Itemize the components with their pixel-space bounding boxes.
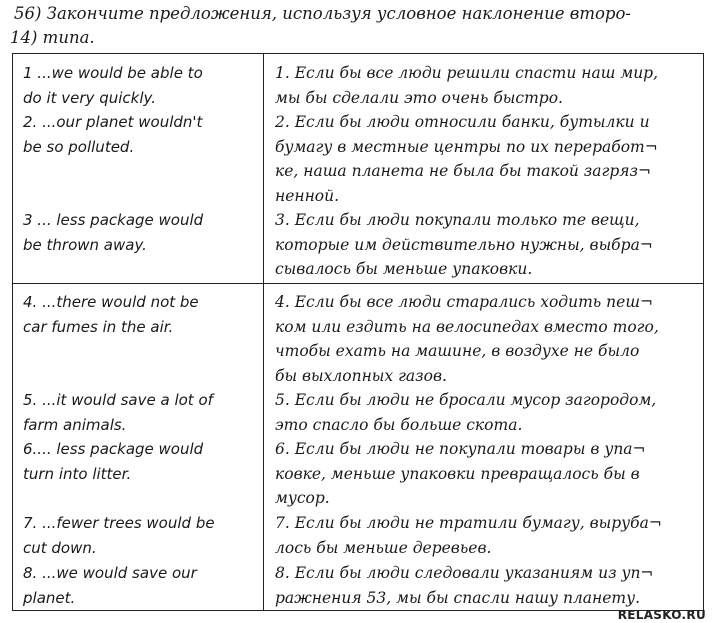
russian-sentence-2: 2. Если бы люди относили банки, бутылки и бумагу в местные центры по их переработ¬ ке, наша планета не была бы такой загряз¬ ненной. (275, 113, 658, 205)
exercise-heading-line-2: 14) типа. (10, 28, 95, 47)
exercise-heading (10, 2, 704, 50)
exercise-heading-line-1: 56) Закончите предложения, используя условное наклонение второ- (14, 4, 631, 23)
english-sentence-8: 8. ...we would save our planet. (23, 564, 197, 607)
english-sentence-3: 3 ... less package would be thrown away. (23, 211, 204, 254)
answers-table (12, 53, 704, 611)
english-sentence-5: 5. ...it would save a lot of farm animals. (23, 391, 213, 434)
english-sentence-4: 4. ...there would not be car fumes in the air. (23, 293, 199, 336)
russian-sentence-3: 3. Если бы люди покупали только те вещи, которые им действительно нужны, выбра¬ сывалось бы меньше упаковки. (275, 211, 653, 278)
russian-sentence-6: 6. Если бы люди не покупали товары в упа¬ ковке, меньше упаковки превращалось бы в мусор. (275, 440, 646, 507)
russian-sentence-7: 7. Если бы люди не тратили бумагу, выруба¬ лось бы меньше деревьев. (275, 514, 662, 557)
russian-sentence-8: 8. Если бы люди следовали указаниям из уп¬ ражнения 53, мы бы спасли нашу планету. (275, 564, 654, 607)
row-divider (13, 283, 703, 284)
site-watermark: RELASKO.RU (617, 608, 706, 622)
english-sentence-2: 2. ...our planet wouldn't be so polluted. (23, 113, 203, 156)
english-sentence-6: 6.... less package would turn into litter. (23, 440, 204, 483)
russian-sentence-1: 1. Если бы все люди решили спасти наш мир, мы бы сделали это очень быстро. (275, 64, 659, 107)
column-divider (263, 54, 264, 610)
russian-sentence-5: 5. Если бы люди не бросали мусор загородом, это спасло бы больше скота. (275, 391, 657, 434)
english-sentence-7: 7. ...fewer trees would be cut down. (23, 514, 215, 557)
russian-sentence-4: 4. Если бы все люди старались ходить пеш¬ ком или ездить на велосипедах вместо того, чтобы ехать на машине, в воздухе не было бы выхлопных газов. (275, 293, 659, 385)
english-sentence-1: 1 ...we would be able to do it very quickly. (23, 64, 203, 107)
